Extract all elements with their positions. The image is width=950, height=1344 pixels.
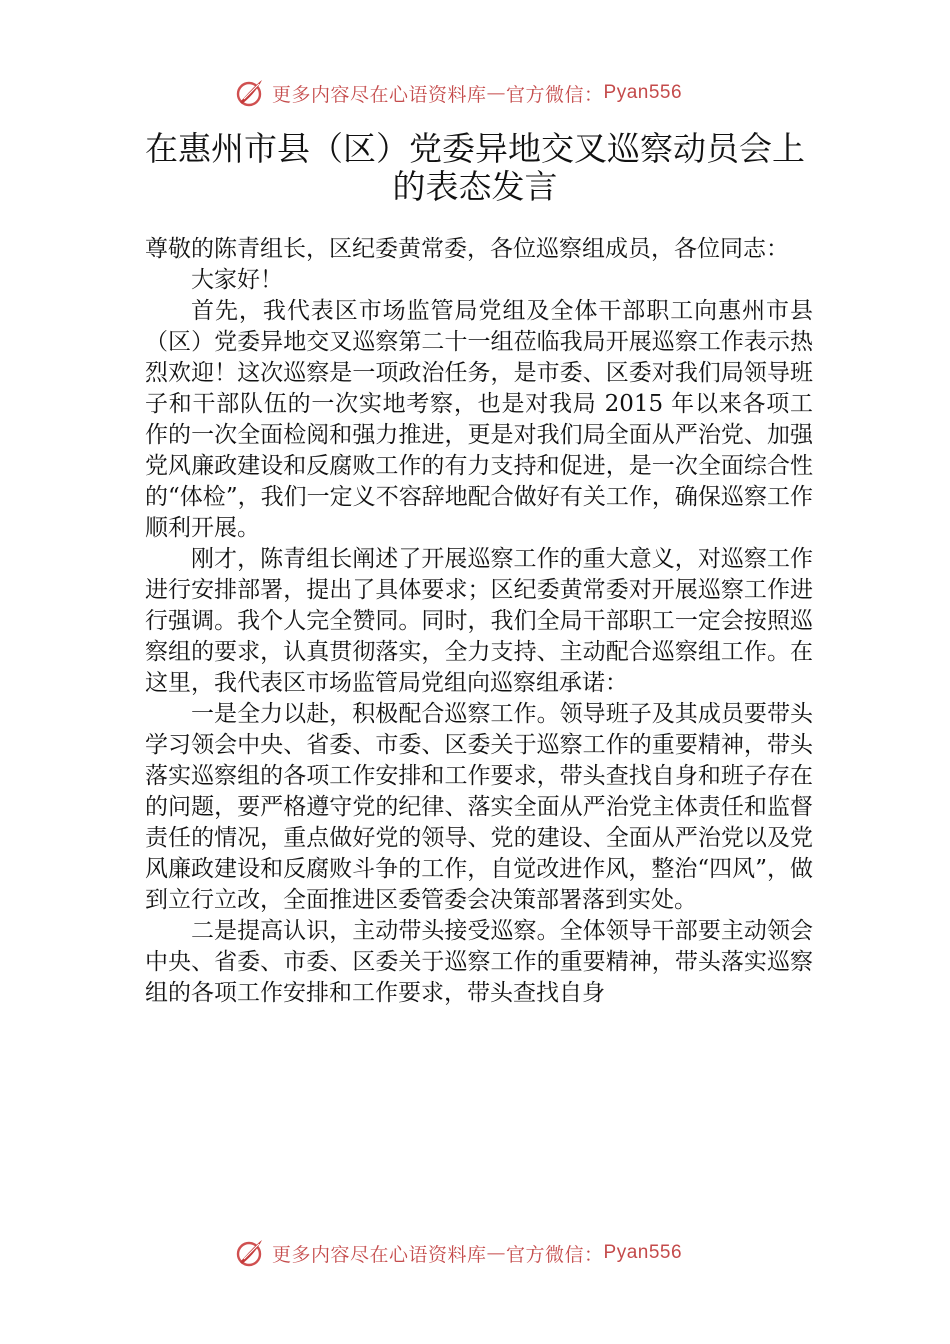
watermark-official-label: 官方微信：	[506, 83, 604, 106]
watermark-footer	[232, 1236, 752, 1270]
quill-logo-icon	[232, 76, 266, 110]
watermark-text: 更多内容尽在心语资料库	[272, 83, 487, 106]
watermark-separator: —	[486, 82, 507, 104]
watermark-header	[232, 76, 752, 110]
watermark-official-label: 官方微信：	[506, 1243, 604, 1266]
body-paragraph: 首先，我代表区市场监管局党组及全体干部职工向惠州市县（区）党委异地交叉巡察第二十一组莅临我局开展巡察工作表示热烈欢迎！这次巡察是一项政治任务，是市委、区委对我们局领导班子和干部队伍的一次实地考察，也是对我局 2015 年以来各项工作的一次全面检阅和强力推进，更是对我们局全面从严治党、加强党风廉政建设和反腐败工作的有力支持和促进，是一次全面综合性的“体检”，我们一定义不容辞地配合做好有关工作，确保巡察工作顺利开展。	[145, 298, 813, 541]
document-title: 在惠州市县（区）党委异地交叉巡察动员会上的表态发言	[145, 129, 805, 206]
quill-logo-icon	[232, 1236, 266, 1270]
watermark-separator: —	[486, 1242, 507, 1264]
body-paragraph: 刚才，陈青组长阐述了开展巡察工作的重大意义，对巡察工作进行安排部署，提出了具体要求；区纪委黄常委对开展巡察工作进行强调。我个人完全赞同。同时，我们全局干部职工一定会按照巡察组的要求，认真贯彻落实，全力支持、主动配合巡察组工作。在这里，我代表区市场监管局党组向巡察组承诺：	[145, 546, 813, 696]
document-body	[145, 234, 813, 1009]
salutation-paragraph: 尊敬的陈青组长，区纪委黄常委，各位巡察组成员，各位同志：	[145, 236, 789, 262]
watermark-text: 更多内容尽在心语资料库	[272, 1243, 487, 1266]
body-paragraph: 二是提高认识，主动带头接受巡察。全体领导干部要主动领会中央、省委、市委、区委关于巡察工作的重要精神，带头落实巡察组的各项工作安排和工作要求，带头查找自身	[145, 918, 813, 1006]
watermark-account: Pyan556	[603, 82, 683, 103]
greeting-paragraph: 大家好！	[191, 267, 283, 293]
watermark-account: Pyan556	[603, 1242, 683, 1263]
body-paragraph: 一是全力以赴，积极配合巡察工作。领导班子及其成员要带头学习领会中央、省委、市委、区委关于巡察工作的重要精神，带头落实巡察组的各项工作安排和工作要求，带头查找自身和班子存在的问题，要严格遵守党的纪律、落实全面从严治党主体责任和监督责任的情况，重点做好党的领导、党的建设、全面从严治党以及党风廉政建设和反腐败斗争的工作，自觉改进作风，整治“四风”，做到立行立改，全面推进区委管委会决策部署落到实处。	[145, 701, 813, 913]
